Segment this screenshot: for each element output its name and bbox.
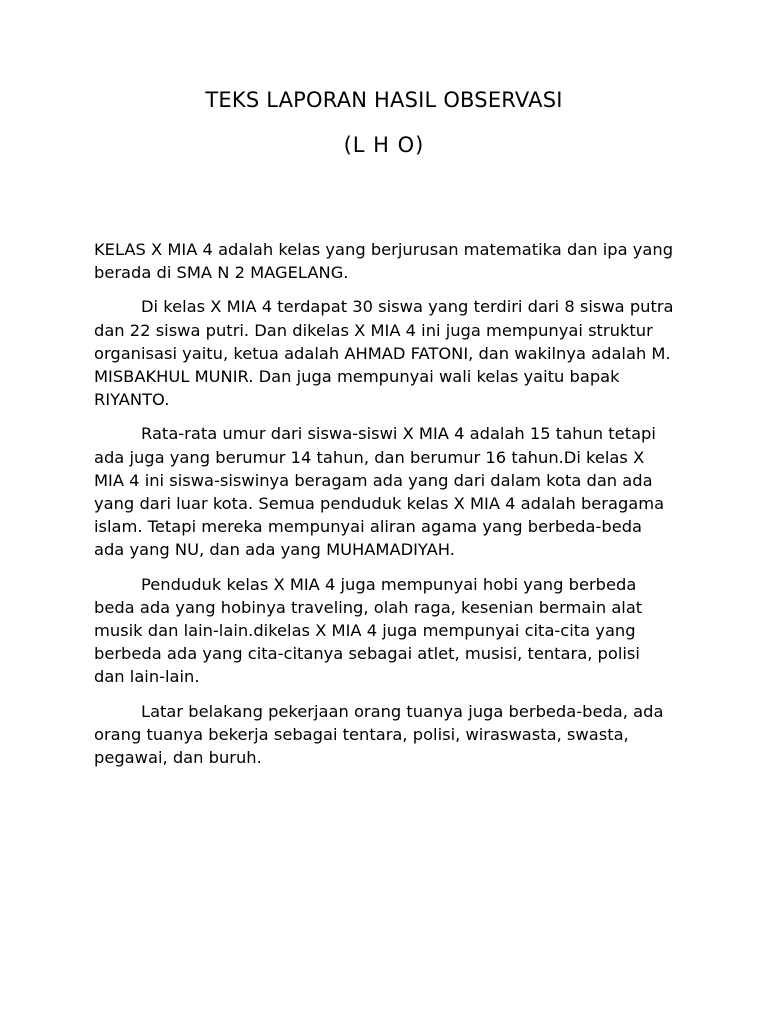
document-title: TEKS LAPORAN HASIL OBSERVASI (205, 88, 563, 112)
paragraph-intro: KELAS X MIA 4 adalah kelas yang berjurusan matematika dan ipa yang berada di SMA N 2 MAGELANG. (94, 240, 674, 283)
paragraph-hobbies: Penduduk kelas X MIA 4 juga mempunyai hobi yang berbeda beda ada yang hobinya traveling, olah raga, kesenian bermain alat musik dan lain-lain.dikelas X MIA 4 juga mempunyai cita-cita yang berbeda ada yang cita-citanya sebagai atlet, musisi, tentara, polisi dan lain-lain. (94, 574, 643, 687)
paragraph-parents-jobs: Latar belakang pekerjaan orang tuanya juga berbeda-beda, ada orang tuanya bekerja sebagai tentara, polisi, wiraswasta, swasta, pegawai, dan buruh. (94, 701, 664, 768)
document-body (94, 238, 674, 780)
paragraph-students: Di kelas X MIA 4 terdapat 30 siswa yang terdiri dari 8 siswa putra dan 22 siswa putri. Dan dikelas X MIA 4 ini juga mempunyai struktur organisasi yaitu, ketua adalah AHMAD FATONI, dan wakilnya adalah M. MISBAKHUL MUNIR. Dan juga mempunyai wali kelas yaitu bapak RIYANTO. (94, 297, 674, 410)
document-subtitle: (L H O) (343, 133, 425, 157)
paragraph-age-origin: Rata-rata umur dari siswa-siswi X MIA 4 adalah 15 tahun tetapi ada juga yang berumur 14 tahun, dan berumur 16 tahun.Di kelas X MIA 4 ini siswa-siswinya beragam ada yang dari dalam kota dan ada yang dari luar kota. Semua penduduk kelas X MIA 4 adalah beragama islam. Tetapi mereka mempunyai aliran agama yang berbeda-beda ada yang NU, dan ada yang MUHAMADIYAH. (94, 424, 665, 560)
